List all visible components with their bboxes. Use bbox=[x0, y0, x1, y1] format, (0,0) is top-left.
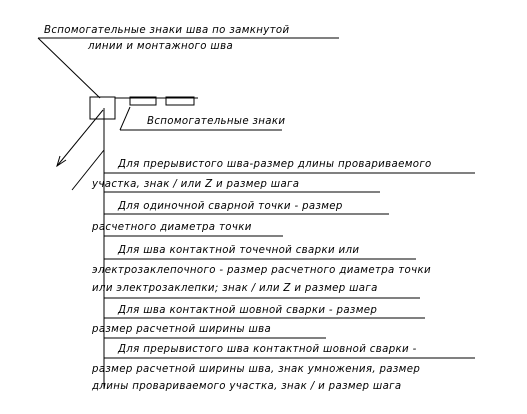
note-2-line-1: Для одиночной сварной точки - размер bbox=[118, 201, 343, 212]
header-line-1: Вспомогательные знаки шва по замкнутой bbox=[44, 25, 290, 36]
note-1-line-2: участка, знак / или Z и размер шага bbox=[92, 179, 300, 190]
note-5-line-3: длины провариваемого участка, знак / и размер шага bbox=[92, 381, 402, 392]
note-3-line-1: Для шва контактной точечной сварки или bbox=[118, 245, 360, 256]
note-5-line-1: Для прерывистого шва контактной шовной сварки - bbox=[118, 344, 417, 355]
note-5-line-2: размер расчетной ширины шва, знак умножения, размер bbox=[92, 364, 421, 375]
note-1-line-1: Для прерывистого шва-размер длины провариваемого bbox=[118, 159, 432, 170]
caption-leader bbox=[120, 107, 130, 130]
note-3-line-2: электрозаклепочного - размер расчетного диаметра точки bbox=[92, 265, 431, 276]
header-line-2: линии и монтажного шва bbox=[88, 41, 234, 52]
note-2-line-2: расчетного диаметра точки bbox=[92, 222, 252, 233]
note-3-line-3: или электрозаклепки; знак / или Z и размер шага bbox=[92, 283, 378, 294]
arrow-leader bbox=[57, 110, 103, 166]
note-4-line-2: размер расчетной ширины шва bbox=[92, 324, 272, 335]
closed-line-sign-box bbox=[90, 97, 115, 119]
caption-label: Вспомогательные знаки bbox=[147, 116, 286, 127]
note-4-line-1: Для шва контактной шовной сварки - размер bbox=[118, 305, 378, 316]
